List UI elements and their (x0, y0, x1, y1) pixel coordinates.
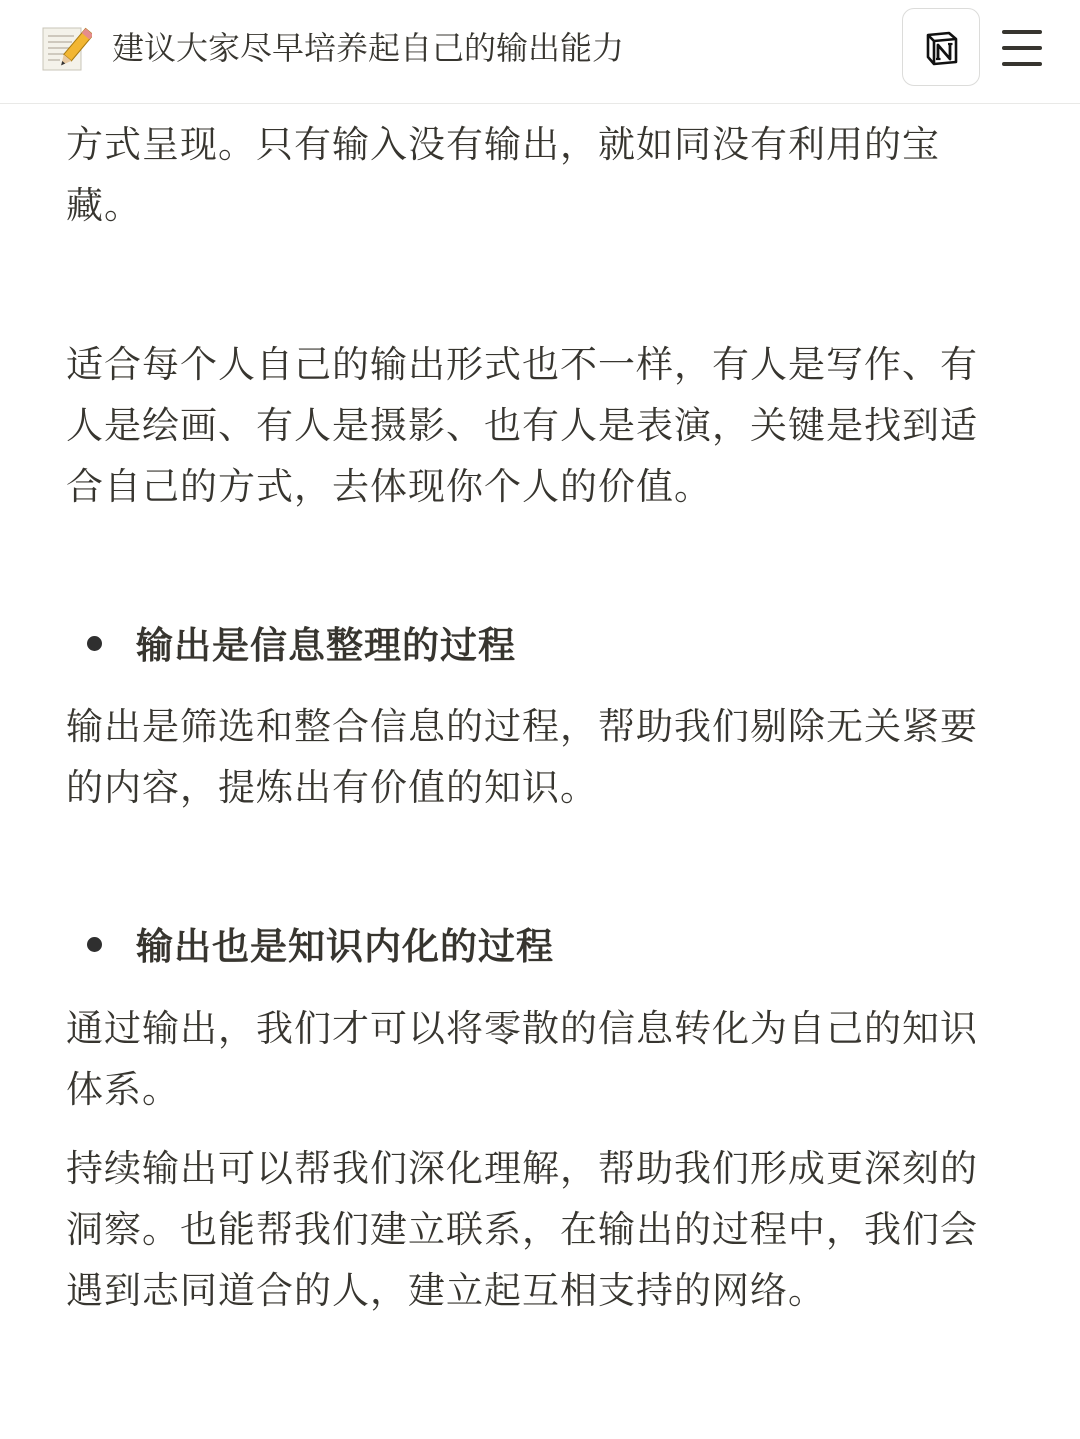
notion-logo-icon (922, 28, 962, 68)
memo-pencil-icon[interactable] (40, 22, 92, 74)
paragraph-info-organizing: 输出是筛选和整合信息的过程，帮助我们剔除无关紧要的内容，提炼出有价值的知识。 (66, 705, 978, 809)
bullet-dot (87, 937, 102, 952)
paragraph-continuous-output: 持续输出可以帮我们深化理解，帮助我们形成更深刻的洞察。也能帮我们建立联系，在输出的过程中，我们会遇到志同道合的人，建立起互相支持的网络。 (66, 1147, 978, 1312)
heading-knowledge-internalization: 输出也是知识内化的过程 (136, 925, 554, 968)
paragraph-intro-tail: 方式呈现。只有输入没有输出，就如同没有利用的宝藏。 (66, 123, 940, 227)
hamburger-menu-icon[interactable] (998, 26, 1046, 70)
top-bar (0, 0, 1080, 104)
open-in-notion-button[interactable] (902, 8, 980, 86)
heading-info-organizing: 输出是信息整理的过程 (136, 624, 516, 667)
paragraph-knowledge-system: 通过输出，我们才可以将零散的信息转化为自己的知识体系。 (66, 1007, 978, 1111)
page-title: 建议大家尽早培养起自己的输出能力 (112, 29, 625, 67)
bullet-dot (87, 636, 102, 651)
paragraph-output-forms: 适合每个人自己的输出形式也不一样，有人是写作、有人是绘画、有人是摄影、也有人是表演，关键是找到适合自己的方式，去体现你个人的价值。 (66, 343, 978, 508)
